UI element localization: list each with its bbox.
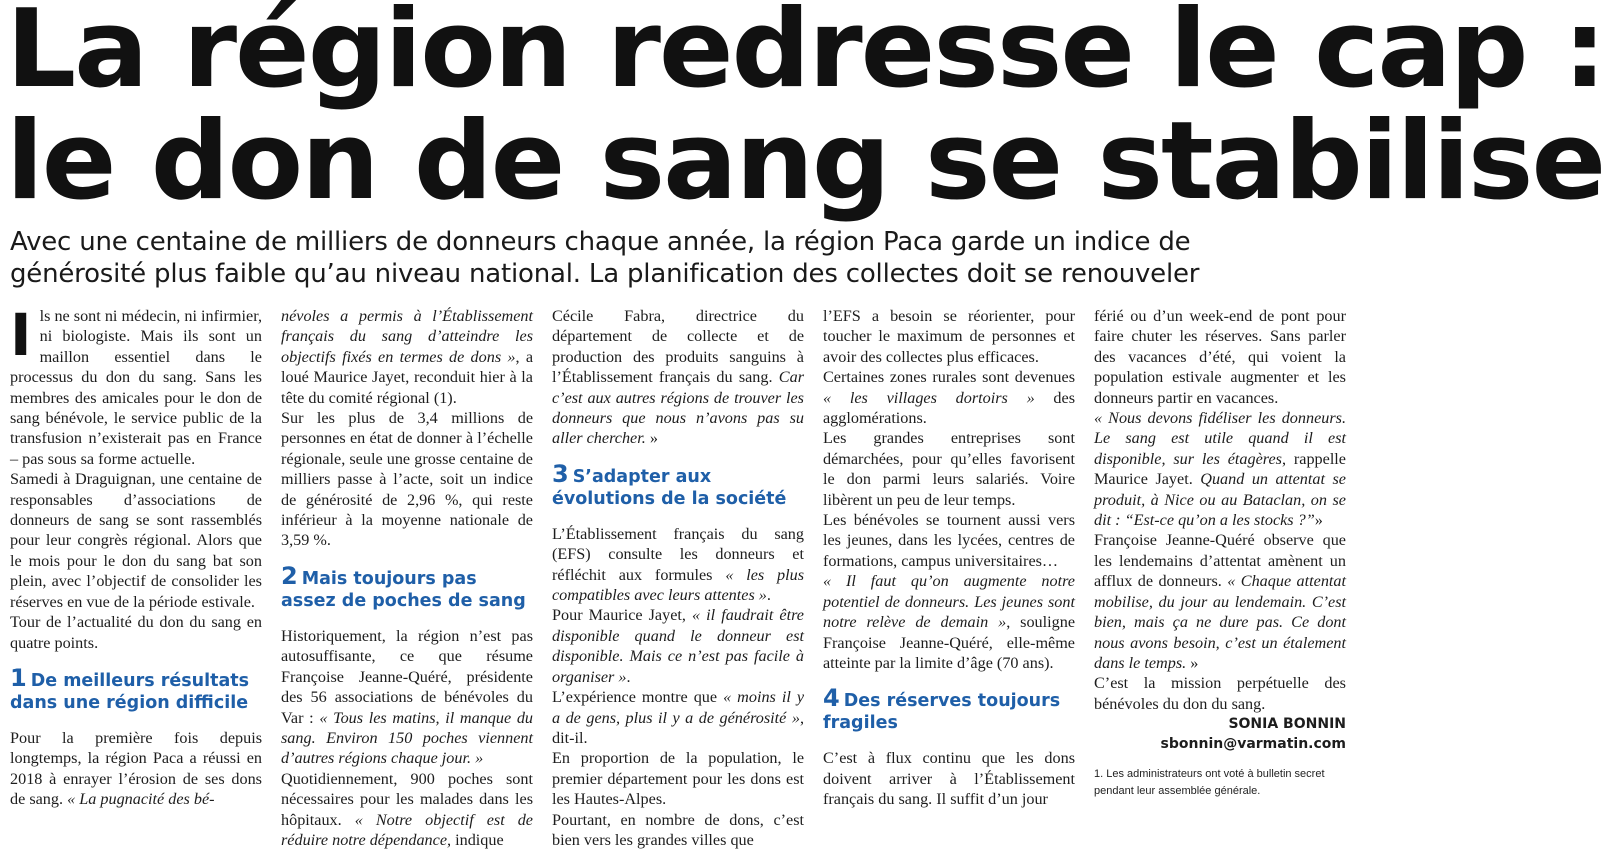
quote: « Chaque attentat mobilise, du jour au lendemain. C’est bien, mais ça ne dure pas. Ce dont nous avons besoin, c’est un étalement dans le temps.	[1094, 572, 1347, 672]
subheading-1	[10, 663, 262, 714]
headline	[6, 0, 1605, 224]
paragraph: Ils ne sont ni médecin, ni infirmier, ni biologiste. Mais ils sont un maillon essentiel dans le processus du don du sang. Sans les membres des amicales pour le don de sang bénévole, le service public de la transfusion n’existerait pas en France – pas sous sa forme actuelle.	[10, 301, 262, 468]
paragraph: Samedi à Draguignan, une centaine de responsables d’associations de donneurs de sang se sont rassemblés pour leur congrès régional. Alors que le mois pour le don du sang bat son plein, avec l’objectif de consolider les réserves en vue de la période estivale.	[10, 470, 262, 611]
paragraph: l’EFS a besoin se réorienter, pour toucher le maximum de personnes et avoir des collectes plus efficaces.	[823, 307, 1075, 366]
paragraph: L’expérience montre que « moins il y a de gens, plus il y a de générosité », dit-il.	[552, 688, 805, 747]
subheading-text: De meilleurs résultats dans une région difficile	[10, 670, 250, 713]
paragraph: Certaines zones rurales sont devenues « les villages dortoirs » des agglomérations.	[823, 368, 1075, 428]
quote: « les villages dortoirs »	[823, 388, 1035, 407]
subheading-3	[552, 459, 804, 510]
headline-line-2: le don de sang se stabilise	[6, 99, 1605, 224]
subheading-number: 3	[552, 459, 569, 488]
quote: Car c’est aux autres régions de trouver les donneurs que nous n’avons pas su aller chercher.	[552, 368, 804, 448]
article-column-5	[1094, 306, 1346, 800]
paragraph: Quotidiennement, 900 poches sont nécessaires pour les malades dans les hôpitaux. « Notre objectif est de réduire notre dépendance, indique	[281, 769, 533, 849]
subheading-2	[281, 561, 533, 612]
paragraph: « Nous devons fidéliser les donneurs. Le sang est utile quand il est disponible, sur les étagères, rappelle Maurice Jayet. Quand un attentat se produit, à Nice ou au Bataclan, on se dit : “Est-ce qu’on a les stocks ?”»	[1094, 409, 1346, 530]
paragraph: C’est la mission perpétuelle des bénévoles du don du sang.	[1094, 674, 1346, 713]
paragraph: férié ou d’un week-end de pont pour faire chuter les réserves. Sans parler des vacances d’été, qui voient la population estivale augmenter et les donneurs partir en vacances.	[1094, 307, 1346, 407]
article-column-2	[281, 306, 533, 850]
headline-line-1: La région redresse le cap :	[6, 0, 1605, 112]
standfirst-line-1: Avec une centaine de milliers de donneurs chaque année, la région Paca garde un indice de	[10, 227, 1191, 257]
paragraph: Pourtant, en nombre de dons, c’est bien vers les grandes villes que	[552, 810, 804, 849]
paragraph: Sur les plus de 3,4 millions de personnes en état de donner à l’échelle régionale, seule une grosse centaine de milliers passe à l’acte, soit un indice de générosité de 2,96 %, qui reste inférieur à la moyenne nationale de 3,59 %.	[281, 409, 533, 550]
quote: Quand un attentat se produit, à Nice ou au Bataclan, on se dit : “Est-ce qu’on a les stocks ?”	[1094, 470, 1346, 530]
subheading-number: 1	[10, 663, 27, 692]
quote: « Notre objectif est de réduire notre dépendance,	[281, 810, 533, 849]
article-column-3	[552, 306, 804, 850]
subheading-4	[823, 684, 1075, 734]
paragraph: Historiquement, la région n’est pas autosuffisante, ce que résume Françoise Jeanne-Quéré, présidente des 56 associations de bénévoles du Var : « Tous les matins, il manque du sang. Environ 150 poches viennent d’autres régions chaque jour. »	[281, 626, 534, 768]
subheading-text: Mais toujours pas assez de poches de sang	[281, 568, 526, 611]
paragraph: L’Établissement français du sang (EFS) consulte les donneurs et réfléchit aux formules « les plus compatibles avec leurs attentes ».	[552, 524, 805, 605]
quote: « Nous devons fidéliser les donneurs. Le sang est utile quand il est disponible, sur les étagères	[1094, 409, 1346, 468]
quote: « La pugnacité des bé-	[67, 790, 215, 809]
author-email[interactable]: sbonnin@varmatin.com	[1160, 736, 1346, 753]
quote: « les plus compatibles avec leurs attentes »	[552, 565, 805, 605]
subheading-number: 2	[281, 561, 298, 590]
quote: « Il faut qu’on augmente notre potentiel de donneurs. Les jeunes sont notre relève de demain »	[823, 572, 1075, 632]
quote: névoles a permis à l’Établissement français du sang d’atteindre les objectifs fixés en termes de dons »	[281, 307, 533, 366]
subheading-text: S’adapter aux évolutions de la société	[552, 466, 787, 509]
paragraph: Tour de l’actualité du don du sang en quatre points.	[10, 613, 262, 652]
article-column-1	[10, 301, 262, 810]
drop-cap: I	[10, 301, 32, 369]
paragraph: Pour la première fois depuis longtemps, la région Paca a réussi en 2018 à enrayer l’érosion de ses dons de sang. « La pugnacité des bé-	[10, 728, 262, 809]
paragraph: névoles a permis à l’Établissement français du sang d’atteindre les objectifs fixés en termes de dons », a loué Maurice Jayet, reconduit hier à la tête du comité régional (1).	[281, 307, 533, 407]
standfirst-line-2: générosité plus faible qu’au niveau national. La planification des collectes doit se renouveler	[10, 259, 1200, 289]
subheading-number: 4	[823, 684, 840, 713]
standfirst	[10, 226, 1350, 290]
article-column-4	[823, 306, 1075, 810]
subheading-text: Des réserves toujours fragiles	[823, 691, 1061, 734]
paragraph: Les grandes entreprises sont démarchées, pour qu’elles favorisent le don parmi leurs salariés. Voire libèrent un peu de leur temps.	[823, 429, 1075, 509]
quote: « il faudrait être disponible quand le donneur est disponible. Mais ce n’est pas facile à organiser »	[552, 606, 804, 686]
paragraph: Les bénévoles se tournent aussi vers les jeunes, dans les lycées, centres de formations, campus universitaires…	[823, 511, 1075, 570]
paragraph: « Il faut qu’on augmente notre potentiel de donneurs. Les jeunes sont notre relève de demain », souligne Françoise Jeanne-Quéré, elle-même atteinte par la limite d’âge (70 ans).	[823, 572, 1076, 672]
quote: « moins il y a de gens, plus il y a de générosité »	[552, 688, 805, 727]
paragraph: Françoise Jeanne-Quéré observe que les lendemains d’attentat amènent un afflux de donneurs. « Chaque attentat mobilise, du jour au lendemain. C’est bien, mais ça ne dure pas. Ce dont nous avons besoin, c’est un étalement dans le temps. »	[1094, 531, 1347, 672]
footnote: 1. Les administrateurs ont voté à bulletin secret pendant leur assemblée générale.	[1094, 768, 1325, 798]
paragraph: Pour Maurice Jayet, « il faudrait être disponible quand le donneur est disponible. Mais ce n’est pas facile à organiser ».	[552, 606, 804, 686]
paragraph: Cécile Fabra, directrice du département de collecte et de production des produits sanguins à l’Établissement français du sang. Car c’est aux autres régions de trouver les donneurs que nous n’avons pas su aller chercher. »	[552, 307, 804, 448]
paragraph: C’est à flux continu que les dons doivent arriver à l’Établissement français du sang. Il suffit d’un jour	[823, 749, 1075, 809]
author-name: SONIA BONNIN	[1228, 716, 1346, 733]
paragraph: En proportion de la population, le premier département pour les dons est les Hautes-Alpes.	[552, 749, 804, 809]
quote: « Tous les matins, il manque du sang. Environ 150 poches viennent d’autres régions chaque jour. »	[281, 708, 534, 768]
